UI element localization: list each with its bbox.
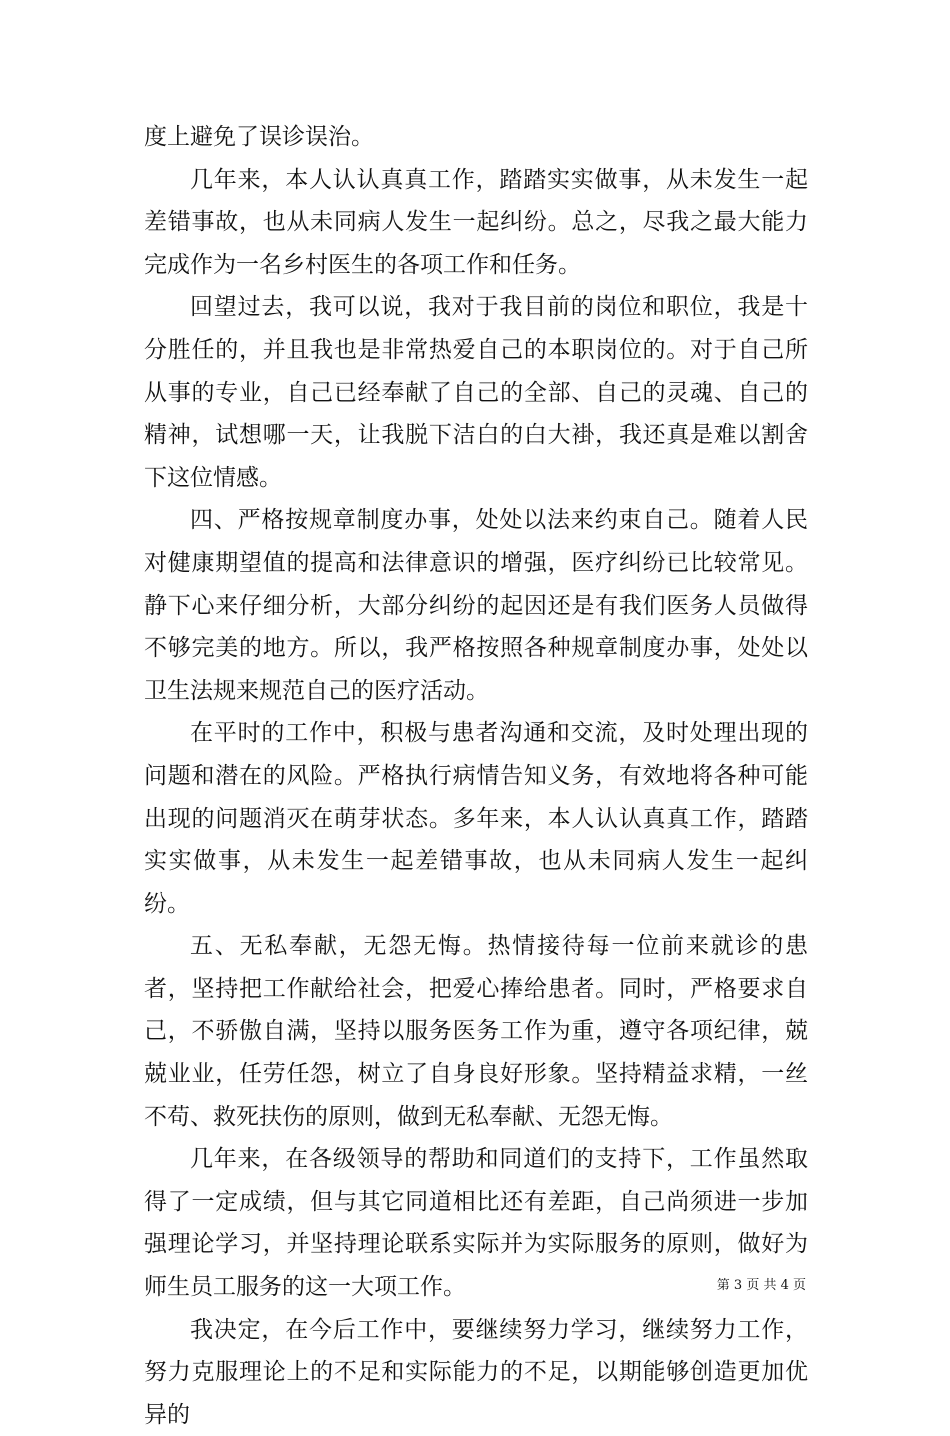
paragraph-5: 在平时的工作中，积极与患者沟通和交流，及时处理出现的问题和潜在的风险。严格执行病情告知义务，有效地将各种可能出现的问题消灭在萌芽状态。多年来，本人认认真真工作，踏踏实实做事，从未发生一起差错事故，也从未同病人发生一起纠纷。 xyxy=(144,720,808,917)
paragraph-6: 五、无私奉献，无怨无悔。热情接待每一位前来就诊的患者，坚持把工作献给社会，把爱心捧给患者。同时，严格要求自己，不骄傲自满，坚持以服务医务工作为重，遵守各项纪律，兢兢业业，任劳任怨，树立了自身良好形象。坚持精益求精，一丝不苟、救死扶伤的原则，做到无私奉献、无怨无悔。 xyxy=(144,933,808,1130)
paragraph-1: 度上避免了误诊误治。 xyxy=(144,124,374,150)
document-body xyxy=(144,116,808,1436)
paragraph-2: 几年来，本人认认真真工作，踏踏实实做事，从未发生一起差错事故，也从未同病人发生一起纠纷。总之，尽我之最大能力完成作为一名乡村医生的各项工作和任务。 xyxy=(144,166,808,278)
paragraph-7: 几年来，在各级领导的帮助和同道们的支持下，工作虽然取得了一定成绩，但与其它同道相比还有差距，自己尚须进一步加强理论学习，并坚持理论联系实际并为实际服务的原则，做好为师生员工服务的这一大项工作。 xyxy=(144,1146,808,1301)
page-number-footer: 第 3 页 共 4 页 xyxy=(716,1278,806,1293)
paragraph-4: 四、严格按规章制度办事，处处以法来约束自己。随着人民对健康期望值的提高和法律意识的增强，医疗纠纷已比较常见。静下心来仔细分析，大部分纠纷的起因还是有我们医务人员做得不够完美的地方。所以，我严格按照各种规章制度办事，处处以卫生法规来规范自己的医疗活动。 xyxy=(144,507,808,704)
paragraph-8: 我决定，在今后工作中，要继续努力学习，继续努力工作，努力克服理论上的不足和实际能力的不足，以期能够创造更加优异的 xyxy=(144,1316,808,1428)
paragraph-3: 回望过去，我可以说，我对于我目前的岗位和职位，我是十分胜任的，并且我也是非常热爱自己的本职岗位的。对于自己所从事的专业，自己已经奉献了自己的全部、自己的灵魂、自己的精神，试想哪一天，让我脱下洁白的白大褂，我还真是难以割舍下这位情感。 xyxy=(144,294,808,491)
